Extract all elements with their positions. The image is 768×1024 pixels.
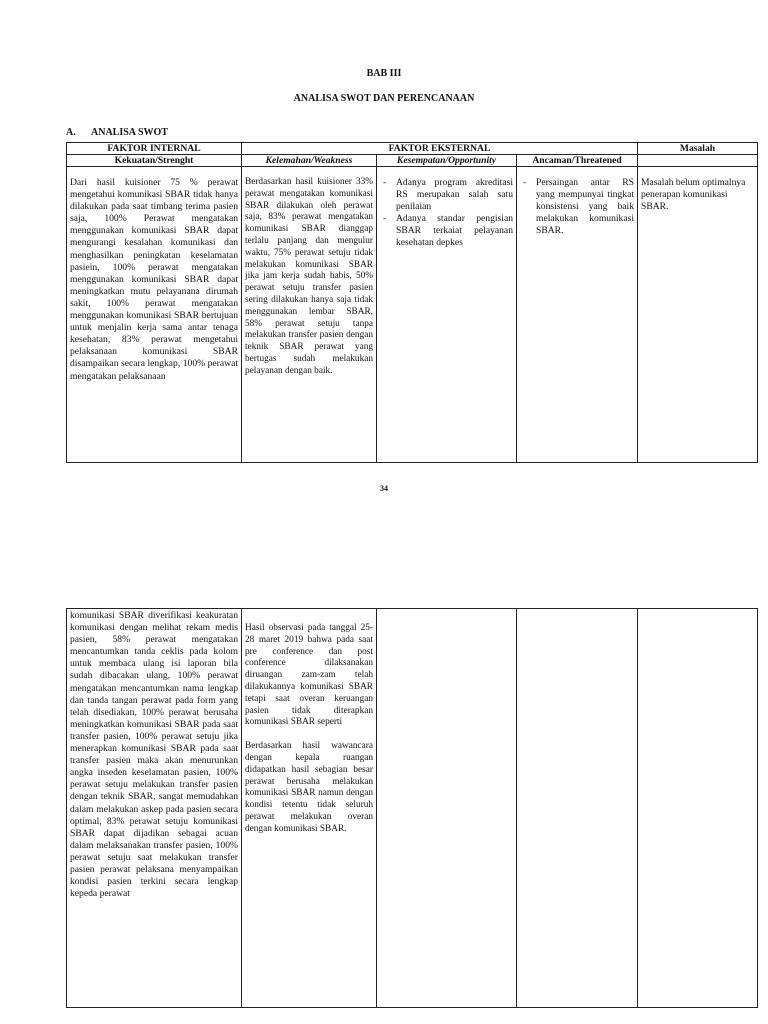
kesempatan-item: - Adanya standar pengisian SBAR terkaiat pelayanan kesehatan depkes [380,213,513,249]
ancaman-list [517,175,637,239]
kekuatan-text-cont: komunikasi SBAR diverifikasi keakuratan komunikasi dengan melihat rekam medis pasien, 58% perawat mengatakan mencantumkan tanda ceklis pada kolom untuk membaca ulang isi laporan bila sudah dibacakan ulang, 100% perawat mengatakan mencantumkan nama lengkap dan tanda tangan perawat pada form yang telah disediakan, 100% perawat berusaha meningkatkan komunikasi SBAR pada saat transfer pasien, 100% perawat setuju jika menerapkan komunikasi SBAR pada saat transfer pasien maka akan menurunkan angka inseden keselamatan pasien, 100% perawat setuju melakukan transfer pasien dengan teknik SBAR, sangat memudahkan dalam melakukan askep pada pasien secara optimal, 83% perawat setuju komunikasi SBAR dapat dijadikan sebagai acuan dalam melaksanakan transfer pasien, 100% perawat setuju saat melakukan transfer pasien perawat pelaksana menyampaikan kondisi pasien terkini secara lengkap kepeda perawat [70,610,238,900]
cell-kekuatan [67,167,242,463]
header-faktor-internal: FAKTOR INTERNAL [67,143,242,155]
cell-masalah-cont [638,609,758,1008]
section-heading [66,127,168,138]
cell-ancaman [517,167,638,463]
header-row-1 [67,143,758,155]
masalah-text: Masalah belum optimalnya penerapan komunikasi SBAR. [641,177,746,213]
cell-kelemahan-cont [242,609,377,1008]
section-title: ANALISA SWOT [91,127,168,138]
header-faktor-eksternal: FAKTOR EKSTERNAL [242,143,638,155]
header-kesempatan: Kesempatan/Opportunity [377,155,517,167]
content-row-2 [67,609,758,1008]
cell-kesempatan [377,167,517,463]
kesempatan-list [377,175,516,252]
cell-masalah [638,167,758,463]
cell-kesempatan-cont [377,609,517,1008]
section-number: A. [66,127,76,138]
cell-ancaman-cont [517,609,638,1008]
header-ancaman: Ancaman/Threatened [517,155,638,167]
page-number: 34 [380,484,388,493]
header-kelemahan: Kelemahan/Weakness [242,155,377,167]
kelemahan-observasi-text: Hasil observasi pada tanggal 25-28 maret 2019 bahwa pada saat pre conference dan post conference dilaksanakan diruangan zam-zam telah dilakukannya komunikasi SBAR tetapi saat overan keruangan pasien tidak diterapkan komunikasi SBAR seperti [245,623,373,728]
cell-kelemahan [242,167,377,463]
header-masalah: Masalah [638,143,758,155]
cell-kekuatan-cont [67,609,242,1008]
header-masalah-blank [638,155,758,167]
kelemahan-wawancara-text: Berdasarkan hasil wawancara dengan kepala ruangan didapatkan hasil sebagian besar perawat berusaha melakukan komunikasi SBAR namun dengan kondisi tetentu tidak seluruh perawat melakukan overan dengan komunikasi SBAR. [245,741,373,834]
kelemahan-text: Berdasarkan hasil kuisioner 33% perawat mengatakan komunikasi SBAR dilakukan oleh perawat saja, 83% perawat mengatakan komunikasi SBAR dianggap terlalu panjang dan mengulur waktu, 75% perawat setuju tidak melakukan komunikasi SBAR jika jam kerja sudah habis, 50% perawat setuju transfer pasien sering dilakukan hanya saja tidak menggunakan lembar SBAR, 58% perawat setuju tanpa melakukan transfer pasien dengan teknik SBAR perawat yang bertugas sudah melakukan pelayanan dengan baik. [245,177,373,376]
kesempatan-item: - Adanya program akreditasi RS merupakan salah satu penilaian [380,177,513,213]
content-row-1 [67,167,758,463]
chapter-title: ANALISA SWOT DAN PERENCANAAN [293,93,475,104]
swot-table-page1 [66,142,758,463]
header-kekuatan: Kekuatan/Strenght [67,155,242,167]
swot-table-page2 [66,608,758,1008]
ancaman-item: - Persaingan antar RS yang mempunyai tingkat konsistensi yang baik melakukan komunikasi SBAR. [520,177,634,237]
header-row-2 [67,155,758,167]
chapter-label: BAB III [366,68,402,79]
kekuatan-text: Dari hasil kuisioner 75 % perawat mengetahui komunikasi SBAR tidak hanya dilakukan pada saat timbang terima pasien saja, 100% Perawat mengatakan menggunakan komunikasi SBAR dapat mengurangi kesalahan komunikasi dan menghasilkan peningkatan keselamatan pasiein, 100% perawat mengatakan menggunakan komunikasi SBAR dapat meningkatkan mutu pelayanana dirumah sakit, 100% perawat mengatakan menggunakan komunikasi SBAR bertujuan untuk menjalin kerja sama antar tenaga kesehatan, 83% perawat mengetahui pelaksanaan komunikasi SBAR disampaikan secara lengkap, 100% perawat mengatakan pelaksanaan [70,177,238,382]
